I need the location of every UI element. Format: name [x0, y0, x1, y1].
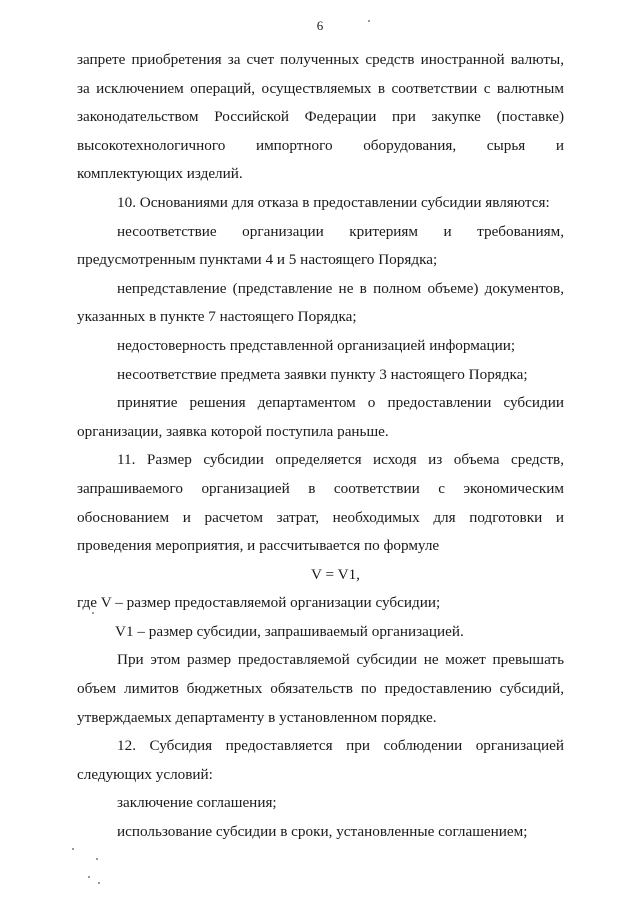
scan-artifact	[98, 882, 100, 884]
paragraph-10-heading: 10. Основаниями для отказа в предоставлении субсидии являются:	[117, 193, 550, 211]
paragraph-currency-ban: запрете приобретения за счет полученных средств иностранной валюты, за исключением операций, осуществляемых в соответствии с валютным законодательством Российской Федерации при закупке (поставке) высокотехнологичного импортного оборудования, сырья и комплектующих изделий.	[77, 51, 564, 183]
condition-usage-terms: использование субсидии в сроки, установленные соглашением;	[117, 823, 528, 841]
formula-definition-v: где V – размер предоставляемой организации субсидии;	[77, 594, 441, 612]
condition-agreement: заключение соглашения;	[117, 794, 277, 812]
paragraph-10-reliability: недостоверность представленной организацией информации;	[117, 336, 516, 354]
scan-artifact	[92, 612, 94, 614]
paragraph-10-criteria: несоответствие организации критериям и требованиям, предусмотренным пунктами 4 и 5 настоящего Порядка;	[77, 222, 564, 269]
paragraph-12-conditions: 12. Субсидия предоставляется при соблюдении организацией следующих условий:	[77, 737, 564, 783]
scan-artifact	[88, 876, 90, 878]
paragraph-11-amount: 11. Размер субсидии определяется исходя из объема средств, запрашиваемого организацией в соответствии с экономическим обоснованием и расчетом затрат, необходимых для подготовки и проведения мероприятия, и рассчитывается по формуле	[77, 451, 564, 555]
document-body	[77, 46, 564, 847]
scan-artifact	[368, 20, 370, 22]
page-number: 6	[316, 18, 324, 33]
paragraph-10-priority: принятие решения департаментом о предоставлении субсидии организации, заявка которой поступила раньше.	[77, 394, 564, 440]
formula: V = V1,	[311, 565, 360, 583]
paragraph-10-subject: несоответствие предмета заявки пункту 3 настоящего Порядка;	[117, 365, 528, 383]
scan-artifact	[72, 848, 74, 850]
scan-artifact	[96, 858, 98, 860]
formula-definition-v1: V1 – размер субсидии, запрашиваемый организацией.	[115, 622, 464, 640]
paragraph-limit: При этом размер предоставляемой субсидии не может превышать объем лимитов бюджетных обязательств по предоставлению субсидий, утверждаемых департаменту в установленном порядке.	[77, 651, 564, 726]
paragraph-10-documents: непредставление (представление не в полном объеме) документов, указанных в пункте 7 настоящего Порядка;	[77, 279, 564, 326]
